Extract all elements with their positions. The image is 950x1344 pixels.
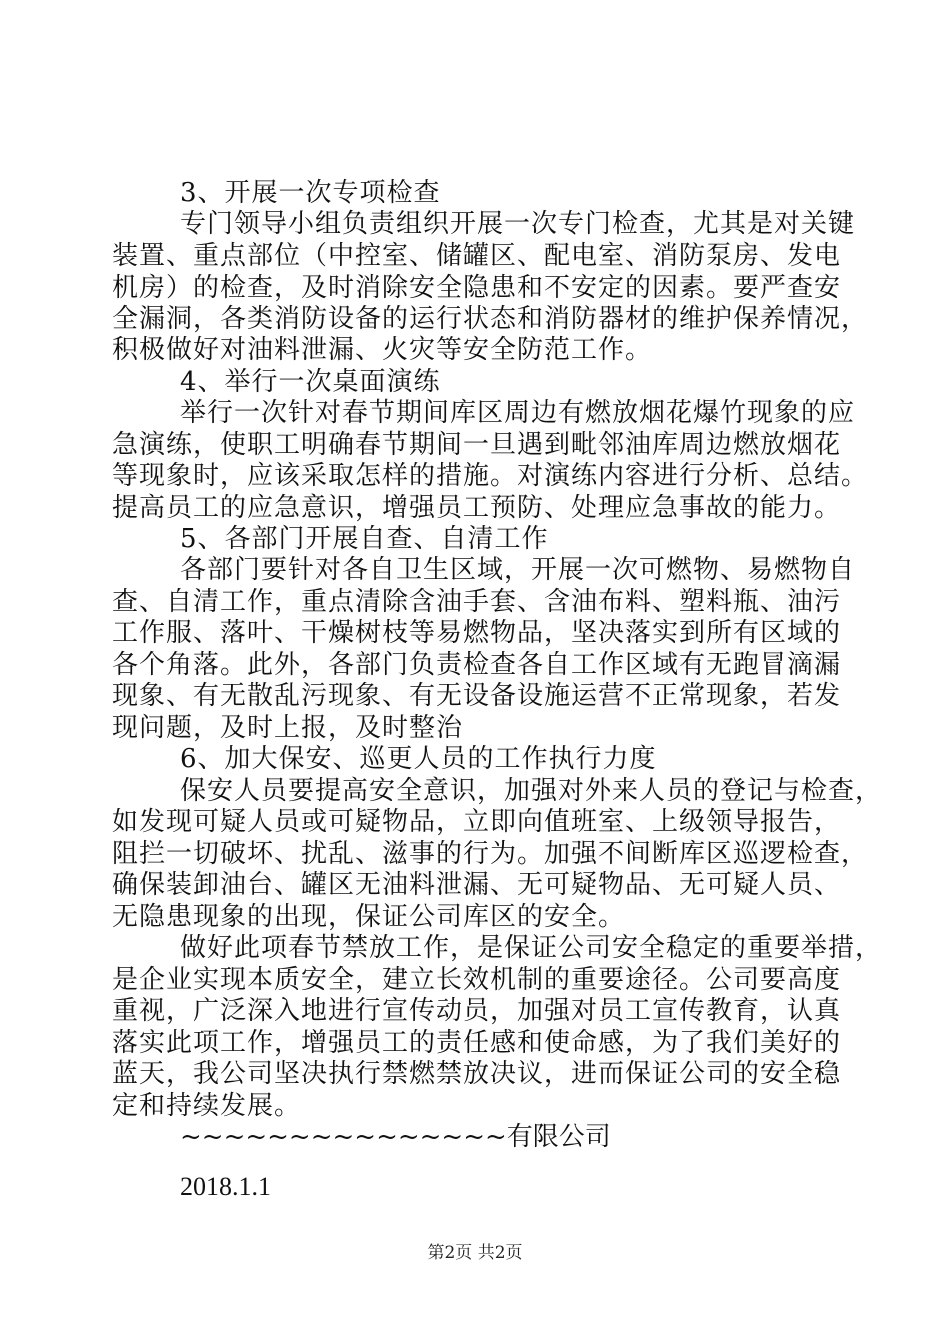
paragraph-line: 现问题，及时上报，及时整治	[112, 713, 464, 743]
section-heading: 4、举行一次桌面演练	[180, 367, 441, 397]
paragraph-line: 提高员工的应急意识，增强员工预防、处理应急事故的能力。	[112, 493, 842, 523]
section-heading: 5、各部门开展自查、自清工作	[180, 524, 549, 554]
paragraph-line: 重视，广泛深入地进行宣传动员，加强对员工宣传教育，认真	[112, 996, 842, 1026]
section-heading: 6、加大保安、巡更人员的工作执行力度	[180, 744, 657, 774]
paragraph-line: 各部门要针对各自卫生区域，开展一次可燃物、易燃物自	[180, 555, 856, 585]
paragraph-line: 现象、有无散乱污现象、有无设备设施运营不正常现象，若发	[112, 681, 842, 711]
paragraph-line: 蓝天，我公司坚决执行禁燃禁放决议，进而保证公司的安全稳	[112, 1059, 842, 1089]
signature-company: ~~~~~~~~~~~~~~~有限公司	[180, 1122, 611, 1152]
paragraph-line: 如发现可疑人员或可疑物品，立即向值班室、上级领导报告，	[112, 807, 842, 837]
paragraph-line: 做好此项春节禁放工作，是保证公司安全稳定的重要举措，	[180, 933, 883, 963]
paragraph-line: 确保装卸油台、罐区无油料泄漏、无可疑物品、无可疑人员、	[112, 870, 842, 900]
paragraph-line: 装置、重点部位（中控室、储罐区、配电室、消防泵房、发电	[112, 241, 842, 271]
paragraph-line: 是企业实现本质安全，建立长效机制的重要途径。公司要高度	[112, 965, 842, 995]
paragraph-line: 各个角落。此外，各部门负责检查各自工作区域有无跑冒滴漏	[112, 650, 842, 680]
paragraph-line: 举行一次针对春节期间库区周边有燃放烟花爆竹现象的应	[180, 398, 856, 428]
paragraph-line: 积极做好对油料泄漏、火灾等安全防范工作。	[112, 335, 653, 365]
paragraph-line: 查、自清工作，重点清除含油手套、含油布料、塑料瓶、油污	[112, 587, 842, 617]
paragraph-line: 无隐患现象的出现，保证公司库区的安全。	[112, 902, 626, 932]
page-footer: 第2页 共2页	[427, 1243, 523, 1263]
paragraph-line: 落实此项工作，增强员工的责任感和使命感，为了我们美好的	[112, 1028, 842, 1058]
paragraph-line: 机房）的检查，及时消除安全隐患和不安定的因素。要严查安	[112, 273, 842, 303]
paragraph-line: 等现象时，应该采取怎样的措施。对演练内容进行分析、总结。	[112, 461, 869, 491]
paragraph-line: 专门领导小组负责组织开展一次专门检查，尤其是对关键	[180, 209, 856, 239]
paragraph-line: 工作服、落叶、干燥树枝等易燃物品，坚决落实到所有区域的	[112, 618, 842, 648]
signature-date: 2018.1.1	[180, 1172, 271, 1201]
paragraph-line: 急演练，使职工明确春节期间一旦遇到毗邻油库周边燃放烟花	[112, 430, 842, 460]
paragraph-line: 定和持续发展。	[112, 1091, 302, 1121]
paragraph-line: 全漏洞，各类消防设备的运行状态和消防器材的维护保养情况，	[112, 304, 869, 334]
paragraph-line: 保安人员要提高安全意识，加强对外来人员的登记与检查，	[180, 776, 883, 806]
section-heading: 3、开展一次专项检查	[180, 178, 441, 208]
paragraph-line: 阻拦一切破坏、扰乱、滋事的行为。加强不间断库区巡逻检查，	[112, 839, 869, 869]
